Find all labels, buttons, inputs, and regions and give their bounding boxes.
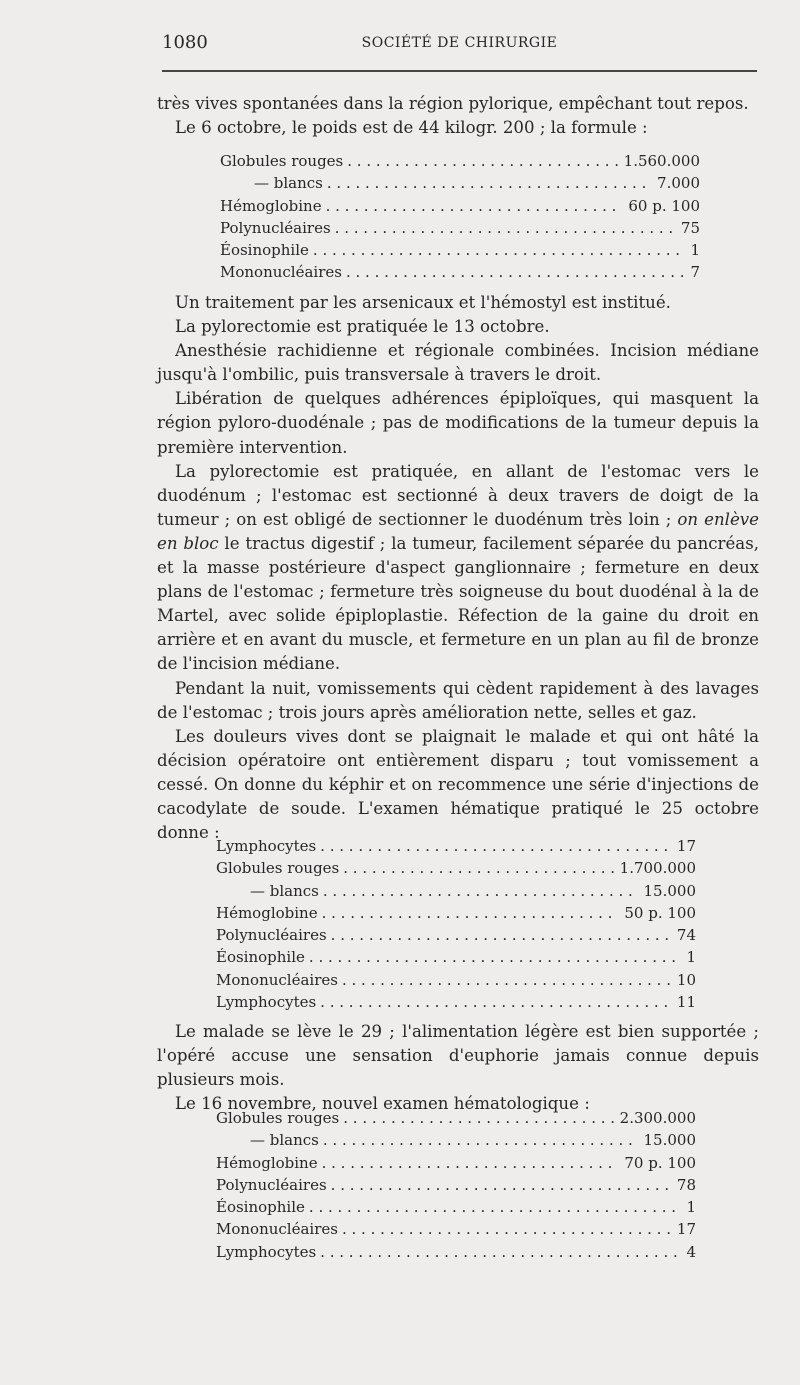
lab-label: Globules rouges	[216, 1109, 340, 1127]
lab-value: 10	[676, 970, 696, 989]
lab-value: 75	[680, 218, 700, 237]
paragraph: Un traitement par les arsenicaux et l'hémostyl est institué.	[175, 293, 671, 312]
lab-row	[216, 880, 696, 902]
dot-leader	[309, 1196, 681, 1218]
lab-label: — blancs	[250, 1131, 319, 1150]
lab-value: 74	[676, 926, 696, 945]
lab-row	[216, 1107, 696, 1129]
lab-label: Lymphocytes	[216, 1242, 317, 1261]
lab-value: 1	[690, 241, 700, 260]
lab-value: 7.000	[657, 174, 700, 193]
lab-row	[216, 835, 696, 857]
lab-row	[216, 1218, 696, 1240]
lab-table-6-octobre	[220, 150, 700, 284]
lab-label: Éosinophile	[216, 948, 305, 967]
lab-row	[216, 1196, 696, 1218]
dot-leader	[320, 991, 671, 1013]
dot-leader	[323, 880, 638, 902]
lab-row	[216, 1241, 696, 1263]
lab-label: Polynucléaires	[216, 1175, 327, 1194]
dot-leader	[320, 1241, 680, 1263]
dot-leader	[313, 239, 685, 261]
paragraph: Le 16 novembre, nouvel examen hématologique :	[175, 1094, 590, 1114]
paragraph: Pendant la nuit, vomissements qui cèdent rapidement à des lavages de l'estomac ; trois jours après amélioration nette, selles et gaz.	[157, 678, 759, 722]
dot-leader	[323, 1129, 638, 1151]
lab-value: 11	[676, 993, 696, 1012]
dot-leader	[343, 1107, 613, 1129]
dot-leader	[343, 857, 613, 879]
lab-value: 2.300.000	[619, 1109, 696, 1127]
dot-leader	[322, 902, 619, 924]
paragraph-text: le tractus digestif ; la tumeur, facilement séparée du pancréas, et la masse postérieure d'aspect ganglionnaire ; fermeture en deux plans de l'estomac ; fermeture très soigneuse du bout duodénal à la de Martel, avec solide épiploplastie. Réfection de la gaine du droit en arrière et en avant du muscle, et fermeture en un plan au fil de bronze de l'incision médiane.	[157, 533, 759, 674]
paragraph: Le malade se lève le 29 ; l'alimentation légère est bien supportée ; l'opéré accuse une sensation d'euphorie jamais connue depuis plusieurs mois.	[157, 1022, 759, 1090]
lab-label: Polynucléaires	[220, 218, 331, 237]
paragraph: Le 6 octobre, le poids est de 44 kilogr. 200 ; la formule :	[175, 118, 648, 138]
text-block-3	[157, 1020, 759, 1116]
lab-label: Globules rouges	[216, 859, 340, 878]
lab-label: Lymphocytes	[216, 837, 317, 855]
lab-row	[216, 946, 696, 968]
lab-label: Lymphocytes	[216, 993, 317, 1012]
lab-value: 4	[686, 1242, 696, 1261]
lab-row	[220, 217, 700, 239]
page-header	[162, 32, 757, 54]
paragraph	[157, 460, 759, 677]
lab-row	[220, 150, 700, 172]
dot-leader	[331, 924, 671, 946]
lab-value: 1	[686, 1198, 696, 1217]
lab-value: 1.700.000	[619, 859, 696, 878]
dot-leader	[322, 1152, 619, 1174]
lab-value: 1	[686, 948, 696, 967]
paragraph: La pylorectomie est pratiquée le 13 octobre.	[175, 317, 550, 337]
dot-leader	[331, 1174, 671, 1196]
lab-value: 15.000	[643, 1131, 696, 1150]
lab-row	[216, 1174, 696, 1196]
lab-row	[216, 924, 696, 946]
dot-leader	[346, 261, 684, 283]
lab-value: 15.000	[643, 881, 696, 900]
header-rule	[162, 70, 757, 72]
dot-leader	[335, 217, 675, 239]
lab-row	[216, 902, 696, 924]
dot-leader	[320, 835, 671, 857]
lab-label: Hémoglobine	[216, 1153, 318, 1172]
dot-leader	[342, 1218, 671, 1240]
italic-phrase: on enlève en bloc	[157, 509, 759, 553]
dot-leader	[309, 946, 681, 968]
lab-label: Éosinophile	[220, 241, 309, 260]
dot-leader	[327, 172, 651, 194]
dot-leader	[342, 969, 671, 991]
paragraph: Anesthésie rachidienne et régionale combinées. Incision médiane jusqu'à l'ombilic, puis transversale à travers le droit.	[157, 341, 759, 385]
lab-label: — blancs	[254, 174, 323, 193]
lab-row	[220, 261, 700, 283]
text-block-2	[157, 291, 759, 845]
lab-label: Polynucléaires	[216, 926, 327, 945]
lab-value: 50 p. 100	[624, 903, 696, 922]
lab-value: 1.560.000	[623, 152, 700, 170]
lab-label: Globules rouges	[220, 152, 344, 170]
page-number: 1080	[162, 32, 208, 53]
lab-row	[220, 239, 700, 261]
lab-row	[220, 195, 700, 217]
lab-label: Éosinophile	[216, 1198, 305, 1217]
paragraph-text: La pylorectomie est pratiquée, en allant de l'estomac vers le duodénum ; l'estomac est sectionné à deux travers de doigt de la tumeur ; on est obligé de sectionner le duodénum très loin ;	[157, 461, 759, 529]
running-title: SOCIÉTÉ DE CHIRURGIE	[361, 35, 558, 51]
lab-row	[220, 172, 700, 194]
lab-label: Hémoglobine	[220, 196, 322, 215]
lab-label: Mononucléaires	[216, 1220, 338, 1239]
lab-label: Mononucléaires	[220, 263, 342, 282]
dot-leader	[326, 195, 623, 217]
lab-table-16-novembre	[216, 1107, 696, 1263]
lab-label: — blancs	[250, 881, 319, 900]
lab-row	[216, 1129, 696, 1151]
lab-value: 17	[676, 837, 696, 855]
lab-value: 78	[676, 1175, 696, 1194]
paragraph: Les douleurs vives dont se plaignait le malade et qui ont hâté la décision opératoire ont entièrement disparu ; tout vomissement a cessé. On donne du képhir et on recommence une série d'injections de cacodylate de soude. L'examen hématique pratiqué le 25 octobre donne :	[157, 726, 759, 843]
lab-row	[216, 969, 696, 991]
lab-value: 70 p. 100	[624, 1153, 696, 1172]
paragraph: Libération de quelques adhérences épiploïques, qui masquent la région pyloro-duodénale ; pas de modifications de la tumeur depuis la première intervention.	[157, 389, 759, 457]
lab-value: 17	[676, 1220, 696, 1239]
lab-value: 7	[690, 263, 700, 282]
lab-row	[216, 1152, 696, 1174]
paragraph: très vives spontanées dans la région pylorique, empêchant tout repos.	[157, 94, 749, 113]
lab-table-25-octobre	[216, 835, 696, 1013]
lab-value: 60 p. 100	[628, 196, 700, 215]
lab-row	[216, 991, 696, 1013]
lab-row	[216, 857, 696, 879]
lab-label: Mononucléaires	[216, 970, 338, 989]
text-block-1	[157, 92, 759, 140]
dot-leader	[347, 150, 617, 172]
lab-label: Hémoglobine	[216, 903, 318, 922]
